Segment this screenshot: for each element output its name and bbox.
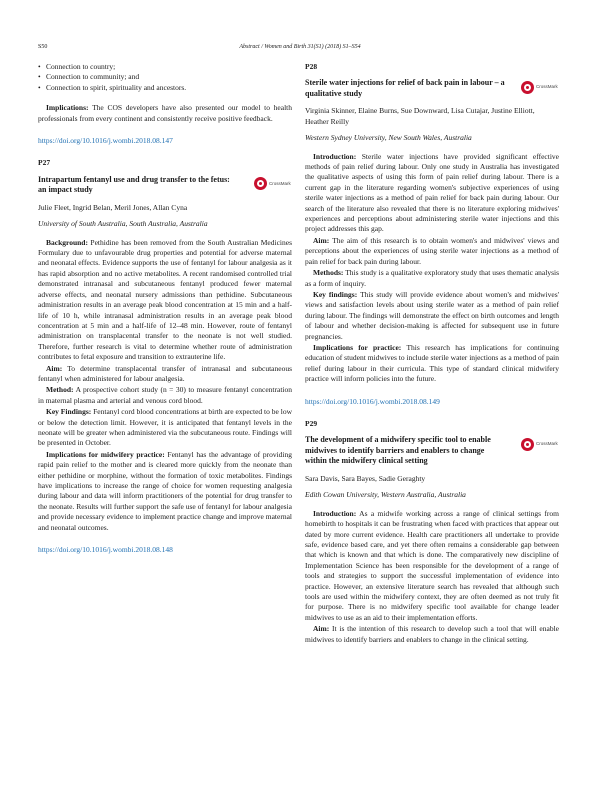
crossmark-icon [521,81,534,94]
crossmark-icon [521,438,534,451]
journal-header: Abstract / Women and Birth 31(S1) (2018) S1–S54 [239,44,361,50]
list-item: • Connection to spirit, spirituality and ancestors. [38,83,292,93]
practice-implications-text: This research has implications for continuing education of student midwives to include sterile water injections as a method of pain relief during labour in their curricula. This type of standard clinical midwifery practice will inform policies into the future. [305,342,559,384]
crossmark-badge[interactable] [254,176,292,192]
aim-text: To determine transplacental transfer of intranasal and subcutaneous fentanyl when administered for labour analgesia. [38,363,292,383]
authors-p29: Sara Davis, Sara Bayes, Sadie Geraghty [305,473,426,483]
practice-implications-label: Implications for midwifery practice: [46,449,165,459]
abstract-id-p29: P29 [305,418,318,428]
crossmark-label: CrossMark [269,180,291,186]
introduction-paragraph [305,152,559,235]
abstract-title-row [38,175,292,196]
implications-paragraph [38,103,292,124]
introduction-label: Introduction: [313,151,357,161]
practice-implications-paragraph [305,343,559,385]
methods-label: Methods: [313,268,344,278]
list-item: • Connection to country; [38,62,292,72]
background-label: Background: [46,237,88,247]
introduction-paragraph [305,509,559,623]
authors-p28: Virginia Skinner, Elaine Burns, Sue Downward, Lisa Cutajar, Justine Elliott, Heather Reilly [305,106,535,126]
background-text: Pethidine has been removed from the South Australian Medicines Formulary due to unfavourable drug properties and potential for adverse maternal and neonatal effects. Evidence supports the use of fentanyl for labour analgesia as it has rapid absorption and no active metabolites. A recent randomised controlled trial demonstrated intranasal and subcutaneous fentanyl produced fewer maternal adverse effects, and neonatal nursery admissions than pethidine. Subcutaneous administration results in an average peak blood concentration at 15 min and a half-life of 10 h, while intranasal administration results in an average peak blood concentration at 5 min and a half-life of 12–48 min. However, route of fentanyl administration on transplacental transfer to the neonate is not well studied. Therefore, further research is vital to determine whether route of administration contributes to fetal exposure and transition to extrauterine life. [38,237,293,362]
method-label: Method: [46,385,74,395]
left-column [38,62,292,567]
doi-link-149[interactable]: https://doi.org/10.1016/j.wombi.2018.08.149 [305,396,440,406]
crossmark-badge[interactable] [521,79,559,95]
doi-link-148[interactable]: https://doi.org/10.1016/j.wombi.2018.08.148 [38,545,173,555]
findings-paragraph [305,290,559,342]
practice-implications-text: Fentanyl has the advantage of providing rapid pain relief to the mother and is cleared more quickly from the neonate than either pethidine or morphine, without the formation of toxic metabolites. Findings have implications to increase the range of choice for women requesting analgesia during labour and data will inform practitioners of the potential for drug transfer to the neonate. Results will further support the safe use of fentanyl for labour analgesia and provide necessary evidence to implement practice change and improve maternal and neonatal outcomes. [38,449,293,532]
authors-p27: Julie Fleet, Ingrid Belan, Meril Jones, Allan Cyna [38,202,188,212]
findings-label: Key findings: [313,289,358,299]
aim-text: It is the intention of this research to develop such a tool that will enable midwives to identify barriers and enablers to change in the clinical setting. [305,624,559,644]
bullet-list [38,62,292,93]
practice-implications-paragraph [38,450,292,533]
crossmark-badge[interactable] [521,436,559,452]
implications-label: Implications: [46,103,89,113]
findings-paragraph [38,407,292,449]
list-item: • Connection to community; and [38,72,292,82]
abstract-title-row [305,78,559,99]
introduction-label: Introduction: [313,508,357,518]
aim-paragraph [305,624,559,645]
aim-paragraph [38,364,292,385]
page-number: S50 [38,44,48,50]
aim-label: Aim: [46,363,63,373]
abstract-title-p28: Sterile water injections for relief of back pain in labour – a qualitative study [305,78,505,98]
introduction-text: Sterile water injections have provided significant effective methods of pain relief during labour. Only one study in Australia has investigated the qualitative aspects of using this form of pain relief during labour. There is a current gap in the literature regarding women's subjective experiences of using sterile water injections as a method of pain relief for back pain during labour. Our search of the literature also revealed that there is no literature exploring midwives' experiences and perceptions about administering sterile water injections and this project addresses this gap. [305,151,559,234]
abstract-title-p27: Intrapartum fentanyl use and drug transfer to the fetus: an impact study [38,174,230,195]
abstract-id-p28: P28 [305,62,318,71]
crossmark-label: CrossMark [536,441,558,447]
affiliation-p29: Edith Cowan University, Western Australia, Australia [305,490,466,500]
affiliation-p27: University of South Australia, South Australia, Australia [38,219,208,229]
background-paragraph [38,238,292,363]
crossmark-label: CrossMark [536,84,558,90]
right-column [305,62,559,646]
methods-paragraph [305,268,559,289]
aim-text: The aim of this research is to obtain women's and midwives' views and perceptions about the experiences of using sterile water injections as a method of pain relief for back pain during labour. [305,235,559,266]
abstract-id-p27: P27 [38,158,51,168]
findings-text: This study will provide evidence about women's and midwives' views and satisfaction levels about using sterile water as a method of pain relief during labour. The findings will demonstrate the effect on birth outcomes and length of labour and whether decision-making is affected for subsequent use in future pregnancies. [305,289,559,341]
aim-label: Aim: [313,235,330,245]
methods-text: This study is a qualitative exploratory study that uses thematic analysis as a form of inquiry. [305,268,559,288]
aim-label: Aim: [313,624,330,634]
aim-paragraph [305,236,559,267]
introduction-text: As a midwife working across a range of clinical settings from homebirth to hospitals it can be frustrating when faced with practices that appear out dated by more current evidence. Health care practitioners all undertake to provide safe, evidence based care, and yet there often remains a considerable gap between that which is known and that which is done. The comparatively new discipline of Implementation Science has been responsible for the development of a range of tools and strategies to support the successful implementation of evidence into practice. However, an extensive literature search has revealed that although such tools are used within the midwifery context, they are often deemed as not truly fit for purpose. There is no midwifery specific tool available for change leader midwives to use as an aid to their implementation efforts. [305,508,559,622]
findings-text: Fentanyl cord blood concentrations at birth are expected to be low or below the detection limit. However, it is anticipated that fentanyl levels in the neonate will be greater when administered via the subcutaneous route. Findings will be presented in October. [38,407,293,448]
abstract-title-p29: The development of a midwifery specific tool to enable midwives to identify barriers and enablers to change within the midwifery clinical setting [305,435,491,466]
practice-implications-label: Implications for practice: [313,342,402,352]
crossmark-icon [254,177,267,190]
findings-label: Key Findings: [46,407,92,417]
implications-text: The COS developers have also presented our model to health professionals from every continent and consistently receive positive feedback. [38,103,292,123]
method-text: A prospective cohort study (n = 30) to measure fentanyl concentration in maternal plasma and arterial and venous cord blood. [38,385,292,405]
doi-link-147[interactable]: https://doi.org/10.1016/j.wombi.2018.08.147 [38,136,173,146]
abstract-title-row [305,435,559,467]
affiliation-p28: Western Sydney University, New South Wales, Australia [305,133,472,143]
method-paragraph [38,385,292,406]
